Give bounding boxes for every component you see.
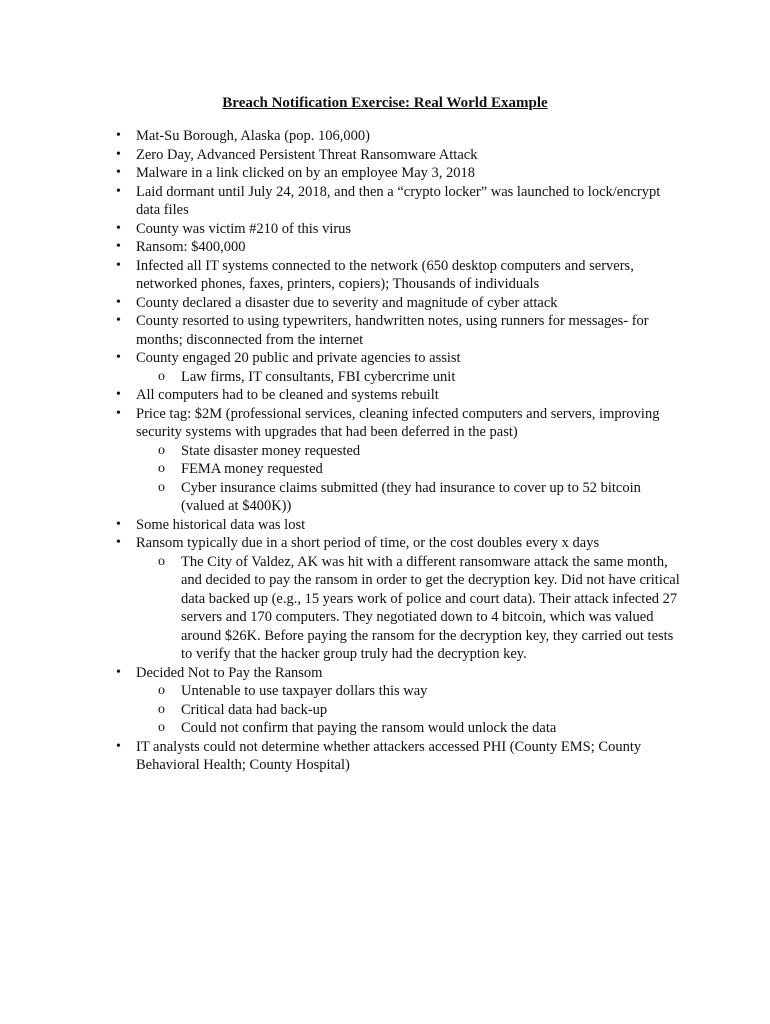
- bullet-text: Mat-Su Borough, Alaska (pop. 106,000): [136, 128, 370, 144]
- bullet-text: County engaged 20 public and private agencies to assist: [136, 350, 461, 366]
- bullet-item: [136, 312, 681, 349]
- bullet-item: [136, 146, 681, 165]
- bullet-item: [136, 664, 681, 738]
- bullet-item: [136, 164, 681, 183]
- sub-bullet-item: o Cyber insurance claims submitted (they had insurance to cover up to 52 bitcoin (valued at $400K)): [181, 479, 681, 516]
- bullet-item: [136, 516, 681, 535]
- sub-bullet-item: o Could not confirm that paying the ransom would unlock the data: [181, 719, 681, 738]
- bullet-item: [136, 405, 681, 516]
- sub-bullet-list: [136, 442, 681, 516]
- bullet-text: Ransom: $400,000: [136, 239, 246, 255]
- bullet-text: County was victim #210 of this virus: [136, 220, 352, 237]
- bullet-item: [136, 534, 681, 664]
- sub-bullet-item: o Critical data had back-up: [181, 701, 681, 720]
- bullet-item: [136, 386, 681, 405]
- bullet-list: [136, 127, 681, 775]
- bullet-item: [136, 220, 681, 239]
- bullet-text: All computers had to be cleaned and systems rebuilt: [136, 387, 439, 403]
- bullet-text: Some historical data was lost: [136, 516, 306, 533]
- sub-bullet-list: [136, 553, 681, 664]
- document-title: Breach Notification Exercise: Real World Example: [222, 95, 548, 111]
- bullet-text: Price tag: $2M (professional services, cleaning infected computers and servers, improving security systems with upgrades that had been deferred in the past): [136, 405, 660, 440]
- bullet-text: Ransom typically due in a short period of time, or the cost doubles every x days: [136, 535, 600, 551]
- bullet-text: Infected all IT systems connected to the network (650 desktop computers and servers, networked phones, faxes, printers, copiers); Thousands of individuals: [136, 257, 634, 292]
- bullet-text: Laid dormant until July 24, 2018, and then a “crypto locker” was launched to lock/encrypt data files: [136, 183, 661, 218]
- bullet-item: [136, 349, 681, 386]
- bullet-text: County resorted to using typewriters, handwritten notes, using runners for messages- for months; disconnected from the internet: [136, 313, 649, 348]
- bullet-item: [136, 738, 681, 775]
- bullet-item: [136, 127, 681, 146]
- sub-bullet-item: o Law firms, IT consultants, FBI cybercrime unit: [181, 368, 681, 387]
- sub-bullet-list: [136, 368, 681, 387]
- bullet-text: Zero Day, Advanced Persistent Threat Ransomware Attack: [136, 146, 478, 163]
- sub-bullet-item: o Untenable to use taxpayer dollars this way: [181, 682, 681, 701]
- bullet-text: Decided Not to Pay the Ransom: [136, 664, 323, 681]
- sub-bullet-item: o FEMA money requested: [181, 460, 681, 479]
- sub-bullet-list: [136, 682, 681, 738]
- bullet-item: [136, 294, 681, 313]
- bullet-text: Malware in a link clicked on by an employee May 3, 2018: [136, 165, 476, 181]
- sub-bullet-item: o State disaster money requested: [181, 442, 681, 461]
- bullet-item: [136, 238, 681, 257]
- sub-bullet-item: o The City of Valdez, AK was hit with a different ransomware attack the same month, and decided to pay the ransom in order to get the decryption key. Did not have critical data backed up (e.g., 15 years work of police and court data). Their attack infected 27 servers and 170 computers. They negotiated down to 4 bitcoin, which was valued around $26K. Before paying the ransom for the decryption key, they carried out tests to verify that the hacker group truly had the decryption key.: [181, 553, 681, 664]
- bullet-item: [136, 257, 681, 294]
- bullet-text: County declared a disaster due to severity and magnitude of cyber attack: [136, 294, 558, 311]
- bullet-text: IT analysts could not determine whether attackers accessed PHI (County EMS; County Behavioral Health; County Hospital): [136, 738, 642, 773]
- bullet-item: [136, 183, 681, 220]
